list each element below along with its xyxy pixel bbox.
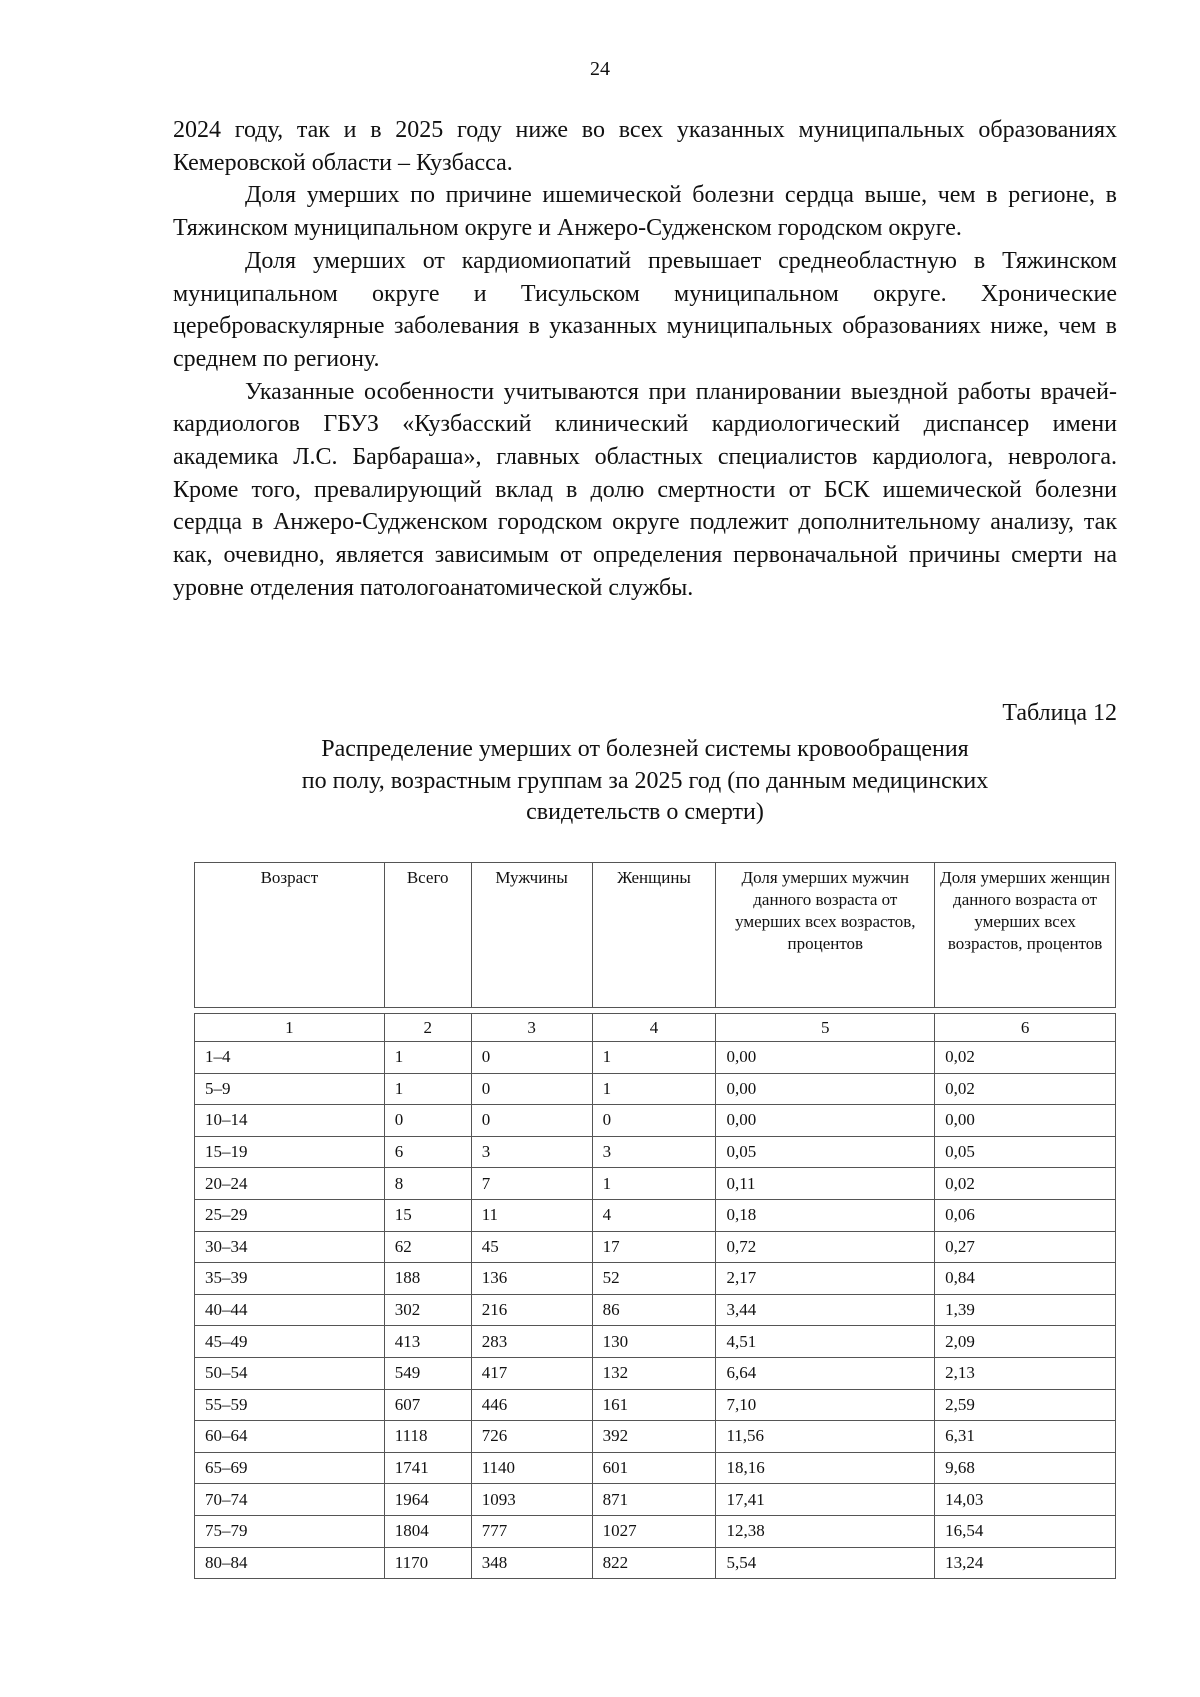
table-cell: 0,00 <box>716 1105 935 1137</box>
table-row <box>195 1484 1116 1516</box>
table-cell: 0,00 <box>935 1105 1116 1137</box>
table-cell: 1 <box>592 1042 716 1074</box>
table-cell: 1964 <box>384 1484 471 1516</box>
table-cell: 188 <box>384 1263 471 1295</box>
table-cell: 45–49 <box>195 1326 385 1358</box>
table-row <box>195 1136 1116 1168</box>
table-cell: 3,44 <box>716 1294 935 1326</box>
table-cell: 86 <box>592 1294 716 1326</box>
table-cell: 2,09 <box>935 1326 1116 1358</box>
table-cell: 17,41 <box>716 1484 935 1516</box>
table-cell: 1 <box>592 1168 716 1200</box>
table-cell: 132 <box>592 1357 716 1389</box>
column-number: 5 <box>716 1014 935 1042</box>
paragraph: Доля умерших от кардиомиопатий превышает среднеобластную в Тяжинском муниципальном округе и Тисульском муниципальном округе. Хронические цереброваскулярные заболевания в указанных муниципальных образованиях ниже, чем в среднем по региону. <box>173 247 1117 372</box>
table-cell: 11 <box>471 1199 592 1231</box>
table-cell: 40–44 <box>195 1294 385 1326</box>
table-cell: 1027 <box>592 1515 716 1547</box>
column-number: 1 <box>195 1014 385 1042</box>
table-cell: 3 <box>592 1136 716 1168</box>
table-cell: 216 <box>471 1294 592 1326</box>
table-cell: 1093 <box>471 1484 592 1516</box>
table-cell: 4,51 <box>716 1326 935 1358</box>
table-cell: 348 <box>471 1547 592 1579</box>
table-cell: 0,72 <box>716 1231 935 1263</box>
table-cell: 0,11 <box>716 1168 935 1200</box>
table-cell: 1741 <box>384 1452 471 1484</box>
table-cell: 0,05 <box>935 1136 1116 1168</box>
table-cell: 0,00 <box>716 1042 935 1074</box>
table-row <box>195 1515 1116 1547</box>
table-cell: 25–29 <box>195 1199 385 1231</box>
table-cell: 446 <box>471 1389 592 1421</box>
table-cell: 2,13 <box>935 1357 1116 1389</box>
table-cell: 0 <box>592 1105 716 1137</box>
table-cell: 52 <box>592 1263 716 1295</box>
table-cell: 6,64 <box>716 1357 935 1389</box>
table-cell: 16,54 <box>935 1515 1116 1547</box>
column-number: 2 <box>384 1014 471 1042</box>
table-cell: 1140 <box>471 1452 592 1484</box>
table-cell: 15 <box>384 1199 471 1231</box>
table-cell: 60–64 <box>195 1421 385 1453</box>
table-cell: 45 <box>471 1231 592 1263</box>
table-title-line: свидетельств о смерти) <box>526 799 764 825</box>
table-cell: 0,05 <box>716 1136 935 1168</box>
table-cell: 11,56 <box>716 1421 935 1453</box>
table-cell: 777 <box>471 1515 592 1547</box>
table-cell: 75–79 <box>195 1515 385 1547</box>
table-cell: 0,84 <box>935 1263 1116 1295</box>
table-cell: 0,18 <box>716 1199 935 1231</box>
table-cell: 1–4 <box>195 1042 385 1074</box>
table-cell: 0,27 <box>935 1231 1116 1263</box>
data-table <box>194 1013 1116 1579</box>
table-label: Таблица 12 <box>1002 700 1117 726</box>
table-cell: 7,10 <box>716 1389 935 1421</box>
column-header-women-share: Доля умерших женщин данного возраста от умерших всех возрастов, процентов <box>935 863 1116 1008</box>
table-cell: 0 <box>471 1105 592 1137</box>
table-cell: 283 <box>471 1326 592 1358</box>
column-number: 4 <box>592 1014 716 1042</box>
table-cell: 62 <box>384 1231 471 1263</box>
table-row <box>195 1073 1116 1105</box>
table-cell: 413 <box>384 1326 471 1358</box>
table-cell: 6,31 <box>935 1421 1116 1453</box>
table-cell: 161 <box>592 1389 716 1421</box>
table-cell: 65–69 <box>195 1452 385 1484</box>
column-header-women: Женщины <box>592 863 716 1008</box>
column-header-age: Возраст <box>195 863 385 1008</box>
column-header-total: Всего <box>384 863 471 1008</box>
table-cell: 1170 <box>384 1547 471 1579</box>
table-title-line: Распределение умерших от болезней системы кровообращения <box>321 736 969 762</box>
table-header <box>194 862 1116 1008</box>
table-row <box>195 1042 1116 1074</box>
table-row <box>195 1452 1116 1484</box>
table-row <box>195 1231 1116 1263</box>
table-title-line: по полу, возрастным группам за 2025 год (по данным медицинских <box>301 767 989 794</box>
table-cell: 35–39 <box>195 1263 385 1295</box>
column-number: 3 <box>471 1014 592 1042</box>
table-cell: 6 <box>384 1136 471 1168</box>
table-cell: 136 <box>471 1263 592 1295</box>
table-cell: 2,59 <box>935 1389 1116 1421</box>
table-cell: 10–14 <box>195 1105 385 1137</box>
table-cell: 302 <box>384 1294 471 1326</box>
table-cell: 0 <box>471 1073 592 1105</box>
table-cell: 15–19 <box>195 1136 385 1168</box>
table-cell: 55–59 <box>195 1389 385 1421</box>
table-cell: 1 <box>384 1073 471 1105</box>
table-row <box>195 1421 1116 1453</box>
table-cell: 2,17 <box>716 1263 935 1295</box>
table-cell: 601 <box>592 1452 716 1484</box>
table-cell: 607 <box>384 1389 471 1421</box>
table-cell: 130 <box>592 1326 716 1358</box>
table-cell: 8 <box>384 1168 471 1200</box>
table-cell: 417 <box>471 1357 592 1389</box>
table-cell: 0,06 <box>935 1199 1116 1231</box>
table-row <box>195 1389 1116 1421</box>
table-cell: 1 <box>384 1042 471 1074</box>
table-row <box>195 1547 1116 1579</box>
table-cell: 17 <box>592 1231 716 1263</box>
table-cell: 70–74 <box>195 1484 385 1516</box>
table-cell: 14,03 <box>935 1484 1116 1516</box>
table-cell: 13,24 <box>935 1547 1116 1579</box>
page-number: 24 <box>590 58 610 80</box>
table-cell: 4 <box>592 1199 716 1231</box>
table-cell: 549 <box>384 1357 471 1389</box>
table-cell: 1118 <box>384 1421 471 1453</box>
column-number-row <box>195 1014 1116 1042</box>
table-cell: 822 <box>592 1547 716 1579</box>
table-cell: 726 <box>471 1421 592 1453</box>
table-row <box>195 1263 1116 1295</box>
table-cell: 0,02 <box>935 1073 1116 1105</box>
table-cell: 0,02 <box>935 1042 1116 1074</box>
table-cell: 7 <box>471 1168 592 1200</box>
table-cell: 18,16 <box>716 1452 935 1484</box>
column-number: 6 <box>935 1014 1116 1042</box>
table-cell: 5,54 <box>716 1547 935 1579</box>
paragraph: Доля умерших по причине ишемической болезни сердца выше, чем в регионе, в Тяжинском муниципальном округе и Анжеро-Судженском городском округе. <box>173 182 1117 242</box>
table-row <box>195 1326 1116 1358</box>
table-cell: 0,00 <box>716 1073 935 1105</box>
table-cell: 80–84 <box>195 1547 385 1579</box>
table-cell: 871 <box>592 1484 716 1516</box>
table-cell: 1 <box>592 1073 716 1105</box>
table-cell: 0 <box>471 1042 592 1074</box>
table-row <box>195 1199 1116 1231</box>
table-cell: 12,38 <box>716 1515 935 1547</box>
table-cell: 0,02 <box>935 1168 1116 1200</box>
table-cell: 50–54 <box>195 1357 385 1389</box>
table-row <box>195 1168 1116 1200</box>
table-cell: 0 <box>384 1105 471 1137</box>
table-cell: 5–9 <box>195 1073 385 1105</box>
table-row <box>195 1105 1116 1137</box>
body-text <box>173 114 1117 605</box>
table-row <box>195 1357 1116 1389</box>
column-header-men: Мужчины <box>471 863 592 1008</box>
table-cell: 20–24 <box>195 1168 385 1200</box>
paragraph: Указанные особенности учитываются при планировании выездной работы врачей-кардиологов ГБУЗ «Кузбасский клинический кардиологический диспансер имени академика Л.С. Барбараша», главных областных специалистов кардиолога, невролога. Кроме того, превалирующий вклад в долю смертности от БСК ишемической болезни сердца в Анжеро-Судженском городском округе подлежит дополнительному анализу, так как, очевидно, является зависимым от определения первоначальной причины смерти на уровне отделения патологоанатомической службы. <box>173 378 1117 601</box>
paragraph: 2024 году, так и в 2025 году ниже во всех указанных муниципальных образованиях Кемеровской области – Кузбасса. <box>173 117 1117 176</box>
table-row <box>195 1294 1116 1326</box>
table-cell: 1804 <box>384 1515 471 1547</box>
table-cell: 3 <box>471 1136 592 1168</box>
table-cell: 392 <box>592 1421 716 1453</box>
table-title <box>173 734 1117 829</box>
table-cell: 1,39 <box>935 1294 1116 1326</box>
table-cell: 30–34 <box>195 1231 385 1263</box>
table-cell: 9,68 <box>935 1452 1116 1484</box>
column-header-men-share: Доля умерших мужчин данного возраста от умерших всех возрастов, процентов <box>716 863 935 1008</box>
